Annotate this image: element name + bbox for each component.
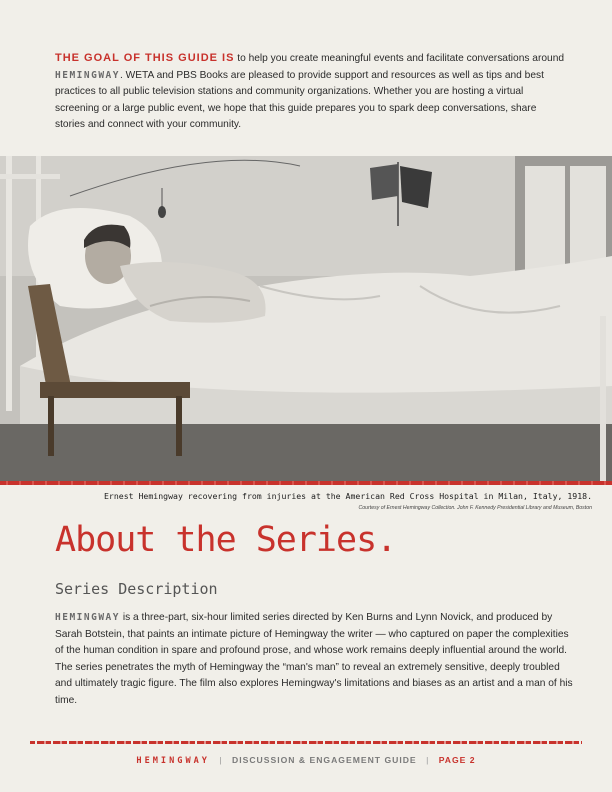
footer-divider [30,741,582,744]
section-title: About the Series. [55,520,397,560]
section-subtitle: Series Description [55,580,218,598]
intro-lead: THE GOAL OF THIS GUIDE IS [55,52,235,64]
page-footer [0,755,612,766]
series-description [55,610,575,710]
footer-separator: | [219,755,223,765]
description-body: is a three-part, six-hour limited series directed by Ken Burns and Lynn Novick, and produced by Sarah Botstein, that paints an intimate picture of Hemingway the writer — who captured on paper the complexities of the human condition in spare and profound prose, and whose work remains deeply influential around the world. The series penetrates the myth of Hemingway the “man's man” to reveal an extremely sensitive, deeply troubled and ultimately tragic figure. The film also explores Hemingway's limitations and biases as an artist and a man of his time. [55,612,573,706]
footer-brand: HEMINGWAY [136,756,210,766]
photo-caption: Ernest Hemingway recovering from injuries at the American Red Cross Hospital in Milan, Italy, 1918. [104,491,592,501]
hospital-photo-illustration [0,156,612,483]
footer-separator-2: | [426,755,430,765]
photo-divider [0,481,612,485]
intro-paragraph [55,50,565,134]
footer-guide-title: DISCUSSION & ENGAGEMENT GUIDE [232,755,417,765]
intro-brand: HEMINGWAY [55,69,120,81]
photo-credit: Courtesy of Ernest Hemingway Collection. John F. Kennedy Presidential Library and Museum, Boston [358,505,592,511]
hospital-photo [0,156,612,483]
description-brand: HEMINGWAY [55,612,120,623]
intro-text-1: to help you create meaningful events and facilitate conversations around [234,53,565,64]
intro-text-2: . WETA and PBS Books are pleased to provide support and resources as well as tips and best practices to all public television stations and community organizations. Whether you are hosting a virtual screening or a large public event, we hope that this guide prepares you to spark deep conversations, share stories and connect with your community. [55,69,544,131]
footer-page-number: PAGE 2 [438,755,476,765]
